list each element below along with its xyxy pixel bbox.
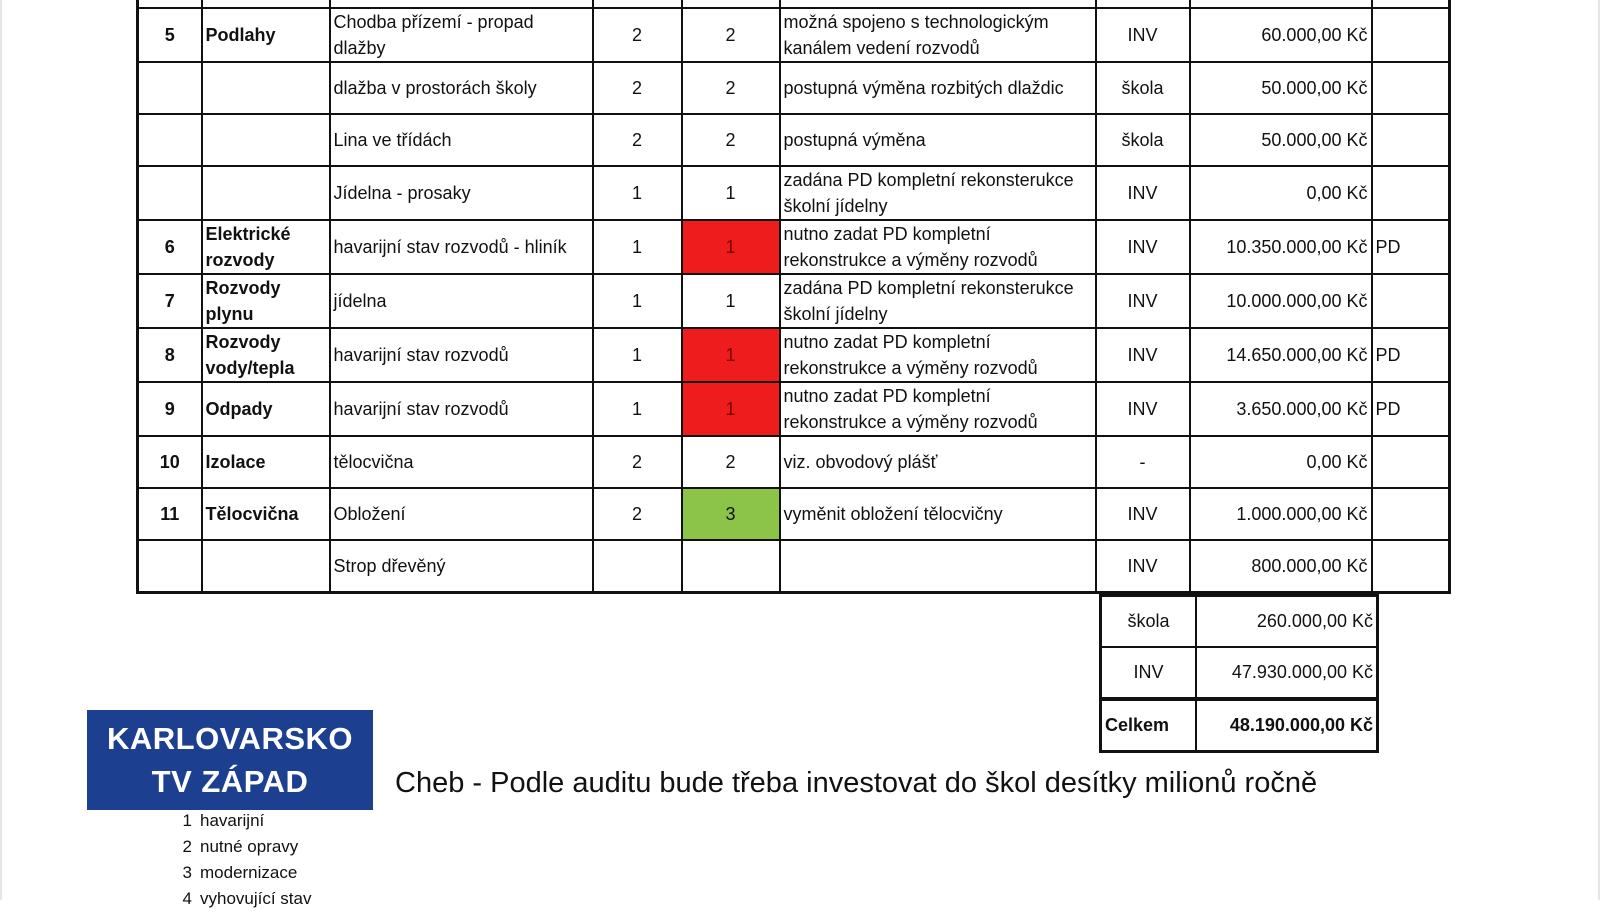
cell-extra	[1372, 540, 1450, 593]
cell-note: vyměnit obložení tělocvičny	[780, 488, 1096, 540]
legend-item	[178, 886, 312, 912]
table-row	[138, 8, 1450, 62]
cell-extra: PD	[1372, 382, 1450, 436]
cell-note: zadána PD kompletní rekonsterukce školní jídelny	[780, 274, 1096, 328]
cell-priority-b: 1	[682, 328, 780, 382]
legend-item	[178, 860, 312, 886]
summary-row	[1101, 647, 1378, 699]
cell-category: Elektrické rozvody	[202, 220, 330, 274]
cell-price: 3.650.000,00 Kč	[1190, 382, 1372, 436]
cell-row-number	[138, 540, 202, 593]
cell-priority-b: 2	[682, 8, 780, 62]
cell-row-number: 8	[138, 328, 202, 382]
cell-extra	[1372, 114, 1450, 166]
table-row	[138, 274, 1450, 328]
summary-value: 47.930.000,00 Kč	[1196, 647, 1378, 699]
cell-item: havarijní stav rozvodů	[330, 328, 593, 382]
summary-table	[1099, 594, 1379, 753]
cell-extra	[1372, 166, 1450, 220]
cell-category: Rozvody vody/tepla	[202, 328, 330, 382]
summary-value: 48.190.000,00 Kč	[1196, 699, 1378, 752]
table-row	[138, 436, 1450, 488]
cell-priority-a: 2	[593, 8, 682, 62]
summary-value: 260.000,00 Kč	[1196, 596, 1378, 648]
cell-priority-a: 1	[593, 328, 682, 382]
cell-item: Lina ve třídách	[330, 114, 593, 166]
cell-row-number: 10	[138, 436, 202, 488]
cell-funding-type: INV	[1096, 8, 1190, 62]
cell-category: Rozvody plynu	[202, 274, 330, 328]
cell-note: zadána PD kompletní rekonsterukce školní jídelny	[780, 166, 1096, 220]
legend-item	[178, 808, 312, 834]
table-row	[138, 328, 1450, 382]
left-edge	[0, 0, 2, 900]
cell-price: 0,00 Kč	[1190, 166, 1372, 220]
cell-extra	[1372, 274, 1450, 328]
cell-row-number	[138, 166, 202, 220]
cell-priority-b: 3	[682, 488, 780, 540]
table-row	[138, 62, 1450, 114]
cell-note: nutno zadat PD kompletní rekonstrukce a výměny rozvodů	[780, 382, 1096, 436]
cell-priority-b: 2	[682, 436, 780, 488]
cell-row-number	[138, 114, 202, 166]
cell-funding-type: škola	[1096, 62, 1190, 114]
cell-row-number: 11	[138, 488, 202, 540]
cell-item: Jídelna - prosaky	[330, 166, 593, 220]
news-caption: Cheb - Podle auditu bude třeba investovat do škol desítky milionů ročně	[395, 767, 1318, 799]
cell-item: dlažba v prostorách školy	[330, 62, 593, 114]
legend	[178, 808, 312, 912]
cell-funding-type: INV	[1096, 274, 1190, 328]
table-row	[138, 166, 1450, 220]
cell-priority-a: 2	[593, 488, 682, 540]
cell-priority-a: 1	[593, 220, 682, 274]
cell-row-number: 5	[138, 8, 202, 62]
cell-category: Izolace	[202, 436, 330, 488]
cell-funding-type: INV	[1096, 220, 1190, 274]
cell-priority-b: 1	[682, 220, 780, 274]
cell-priority-b: 2	[682, 114, 780, 166]
cell-price: 14.650.000,00 Kč	[1190, 328, 1372, 382]
cell-category	[202, 166, 330, 220]
summary-row	[1101, 596, 1378, 648]
cell-extra	[1372, 8, 1450, 62]
cell-item: jídelna	[330, 274, 593, 328]
cell-category	[202, 114, 330, 166]
audit-table-body	[138, 0, 1450, 593]
cell-extra	[1372, 436, 1450, 488]
cell-note: viz. obvodový plášť	[780, 436, 1096, 488]
table-row	[138, 114, 1450, 166]
cell-priority-a: 1	[593, 166, 682, 220]
summary-table-body	[1101, 596, 1378, 752]
table-row-header-fragment	[138, 0, 1450, 8]
logo-line-1: KARLOVARSKO	[106, 721, 354, 756]
cell-price: 10.000.000,00 Kč	[1190, 274, 1372, 328]
table-row	[138, 488, 1450, 540]
cell-price: 1.000.000,00 Kč	[1190, 488, 1372, 540]
cell-item: Strop dřevěný	[330, 540, 593, 593]
table-row	[138, 220, 1450, 274]
cell-priority-a: 1	[593, 382, 682, 436]
cell-funding-type: INV	[1096, 382, 1190, 436]
cell-funding-type: škola	[1096, 114, 1190, 166]
cell-item: havarijní stav rozvodů - hliník	[330, 220, 593, 274]
cell-category: Podlahy	[202, 8, 330, 62]
cell-funding-type: -	[1096, 436, 1190, 488]
cell-category: Odpady	[202, 382, 330, 436]
cell-price: 60.000,00 Kč	[1190, 8, 1372, 62]
cell-extra: PD	[1372, 328, 1450, 382]
cell-funding-type: INV	[1096, 328, 1190, 382]
cell-category: Tělocvična	[202, 488, 330, 540]
cell-priority-a: 2	[593, 114, 682, 166]
summary-row	[1101, 699, 1378, 752]
cell-extra	[1372, 488, 1450, 540]
cell-extra	[1372, 62, 1450, 114]
logo-line-2: TV ZÁPAD	[151, 764, 309, 799]
cell-price: 50.000,00 Kč	[1190, 62, 1372, 114]
summary-label: škola	[1101, 596, 1197, 648]
cell-priority-b: 1	[682, 274, 780, 328]
legend-label: havarijní	[200, 811, 265, 830]
cell-note	[780, 540, 1096, 593]
cell-category	[202, 540, 330, 593]
cell-priority-b	[682, 540, 780, 593]
cell-row-number: 7	[138, 274, 202, 328]
cell-item: havarijní stav rozvodů	[330, 382, 593, 436]
legend-number: 4	[182, 889, 192, 908]
cell-category	[202, 62, 330, 114]
cell-note: postupná výměna rozbitých dlaždic	[780, 62, 1096, 114]
legend-number: 2	[182, 837, 192, 856]
cell-priority-a	[593, 540, 682, 593]
legend-label: vyhovující stav	[200, 889, 312, 908]
cell-row-number: 9	[138, 382, 202, 436]
audit-table	[136, 0, 1451, 594]
cell-priority-b: 1	[682, 166, 780, 220]
cell-priority-b: 2	[682, 62, 780, 114]
cell-note: možná spojeno s technologickým kanálem vedení rozvodů	[780, 8, 1096, 62]
cell-item: Obložení	[330, 488, 593, 540]
cell-row-number: 6	[138, 220, 202, 274]
cell-note: nutno zadat PD kompletní rekonstrukce a výměny rozvodů	[780, 220, 1096, 274]
cell-item: Chodba přízemí - propad dlažby	[330, 8, 593, 62]
cell-price: 0,00 Kč	[1190, 436, 1372, 488]
legend-label: nutné opravy	[200, 837, 299, 856]
legend-number: 3	[182, 863, 192, 882]
cell-extra: PD	[1372, 220, 1450, 274]
summary-label: INV	[1101, 647, 1197, 699]
table-row	[138, 540, 1450, 593]
cell-price: 800.000,00 Kč	[1190, 540, 1372, 593]
cell-priority-a: 2	[593, 436, 682, 488]
legend-number: 1	[182, 811, 192, 830]
cell-price: 10.350.000,00 Kč	[1190, 220, 1372, 274]
cell-note: postupná výměna	[780, 114, 1096, 166]
cell-priority-a: 1	[593, 274, 682, 328]
legend-item	[178, 834, 312, 860]
cell-note: nutno zadat PD kompletní rekonstrukce a výměny rozvodů	[780, 328, 1096, 382]
cell-price: 50.000,00 Kč	[1190, 114, 1372, 166]
cell-funding-type: INV	[1096, 166, 1190, 220]
cell-priority-a: 2	[593, 62, 682, 114]
cell-funding-type: INV	[1096, 488, 1190, 540]
cell-priority-b: 1	[682, 382, 780, 436]
summary-label: Celkem	[1101, 699, 1197, 752]
cell-row-number	[138, 62, 202, 114]
channel-logo	[87, 710, 373, 810]
cell-item: tělocvična	[330, 436, 593, 488]
legend-label: modernizace	[200, 863, 298, 882]
table-row	[138, 382, 1450, 436]
cell-funding-type: INV	[1096, 540, 1190, 593]
